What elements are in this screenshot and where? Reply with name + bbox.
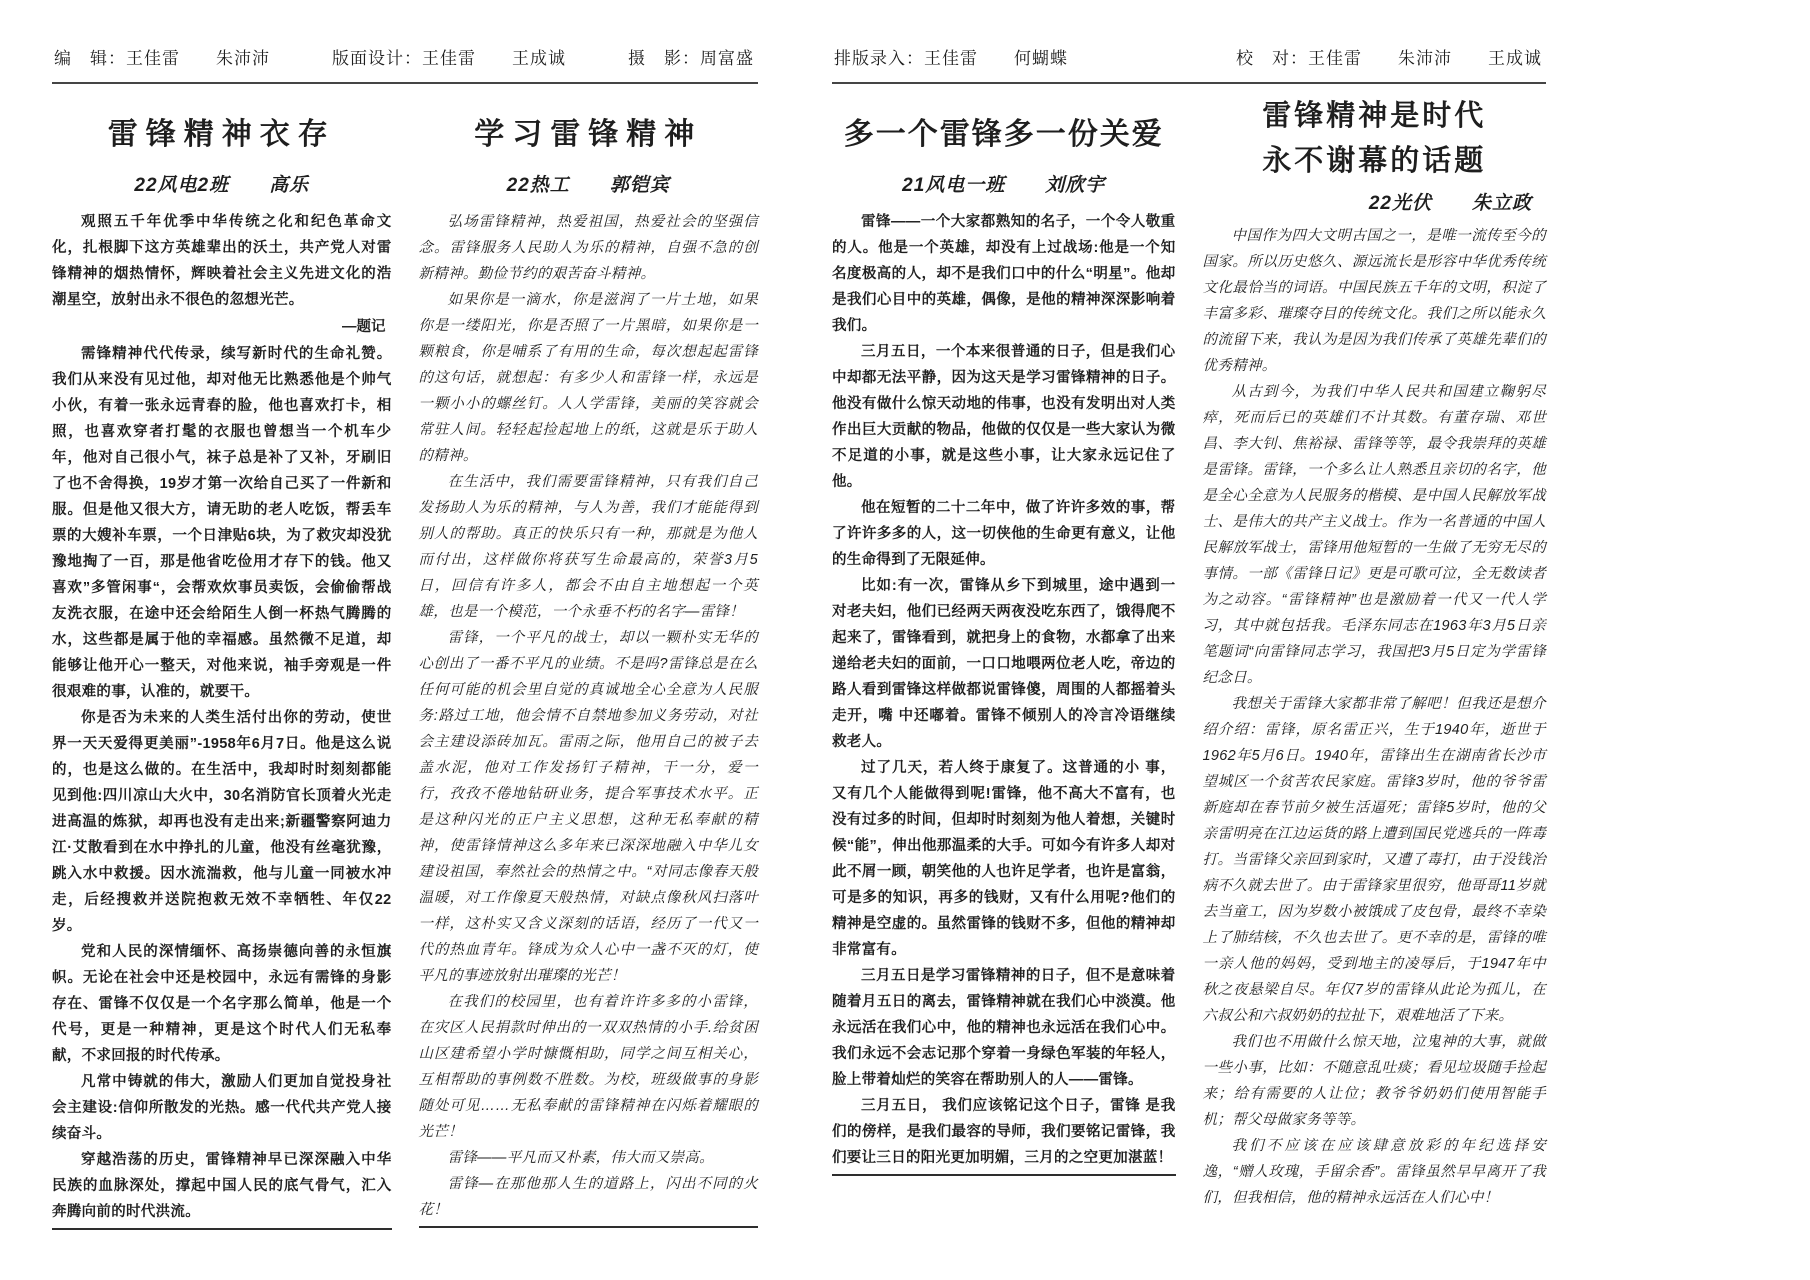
credit-entry: 校 对：王佳雷 朱沛沛 王成诚 <box>1236 49 1542 68</box>
article-xuexi-leifeng-jingshen <box>419 88 759 1230</box>
article-title: 多一个雷锋多一份关爱 <box>843 118 1164 151</box>
article-byline: 21风电一班 刘欣宇 <box>902 175 1106 196</box>
left-masthead-credits <box>52 44 758 84</box>
credit-entry: 版面设计：王佳雷 王成诚 <box>332 49 566 68</box>
paragraph: 三月五日， 我们应该铭记这个日子，雷锋 是我们的傍样，是我们最容的导师，我们要铭记雷锋，我们要让三日的阳光更加明媚，三月的之空更加湛蓝！ <box>832 1098 1176 1166</box>
article-byline: 22热工 郭铠宾 <box>506 175 670 196</box>
paragraph: 我想关于雷锋大家都非常了解吧！但我还是想介绍介绍：雷锋，原名雷正兴，生于1940年，逝世于1962年5月6日。1940年，雷锋出生在湖南省长沙市望城区一个贫苦农民家庭。雷锋3岁时，他的爷爷雷新庭却在春节前夕被生活逼死；雷锋5岁时，他的父亲雷明亮在江边运货的路上遭到国民党逃兵的一阵毒打。当雷锋父亲回到家时，又遭了毒打，由于没钱治病不久就去世了。由于雷锋家里很穷，他哥哥11岁就去当童工，因为岁数小被饿成了皮包骨，最终不幸染上了肺结核，不久也去世了。更不幸的是，雷锋的唯一亲人他的妈妈，受到地主的凌辱后，于1947年中秋之夜悬梁自尽。年仅7岁的雷锋从此论为孤儿，在六叔公和六叔奶奶的拉扯下，艰难地活了下来。 <box>1202 695 1546 1024</box>
article-body <box>52 341 392 1225</box>
paragraph: 雷锋——一个大家都熟知的名子，一个令人敬重的人。他是一个英雄，却没有上过战场:他是一个知名度极高的人，却不是我们口中的什么“明星”。他却是我们心目中的英雄，偶像，是他的精神深深影响着我们。 <box>832 214 1176 334</box>
paragraph: 凡常中铸就的伟大，激励人们更加自觉投身社会主建设:信仰所散发的光热。感一代代共产党人接续奋斗。 <box>52 1074 392 1142</box>
paragraph: 从古到今，为我们中华人民共和国建立鞠躬尽瘁，死而后已的英雄们不计其数。有董存瑞、邓世昌、李大钊、焦裕禄、雷锋等等，最令我崇拜的英雄是雷锋。雷锋，一个多么让人熟悉且亲切的名字，他是全心全意为人民服务的楷模、是中国人民解放军战士、是伟大的共产主义战士。作为一名普通的中国人民解放军战士，雷锋用他短暂的一生做了无穷无尽的事情。一部《雷锋日记》更是可歌可泣，全无数读者为之动容。“雷锋精神”也是激励着一代又一代人学习，其中就包括我。毛泽东同志在1963年3月5日亲笔题词“向雷锋同志学习，我国把3月5日定为学雷锋纪念日。 <box>1202 383 1546 686</box>
paragraph: 三月五日是学习雷锋精神的日子，但不是意味着随着月五日的离去，雷锋精神就在我们心中淡漠。他永远活在我们心中，他的精神也永远活在我们心中。我们永远不会志记那个穿着一身绿色军装的年轻人，脸上带着灿烂的笑容在帮助别人的人——雷锋。 <box>832 968 1176 1088</box>
article-title <box>1203 94 1547 184</box>
paragraph: 在我们的校园里，也有着许许多多的小雷锋，在灾区人民捐款时伸出的一双双热情的小手.给贫困山区建希望小学时慷慨相助，同学之间互相关心，互相帮助的事例数不胜数。为校，班级做事的身影随处可见……无私奉献的雷锋精神在闪烁着耀眼的光芒！ <box>418 994 758 1140</box>
credit-entry: 摄 影：周富盛 <box>628 49 754 68</box>
article-lead <box>52 209 392 313</box>
article-title-line2: 永不谢幕的话题 <box>1262 144 1487 177</box>
credit-entry: 编 辑：王佳雷 朱沛沛 <box>54 49 270 68</box>
epigraph-tiji: —题记 <box>342 319 386 335</box>
paragraph: 你是否为未来的人类生活付出你的劳动，使世界一天天爱得更美丽”-1958年6月7日。他是这么说的，也是这么做的。在生活中，我却时时刻刻都能见到他:四川凉山大火中，30名消防官长顶着火光走进高温的炼狱，却再也没有走出来;新疆警察阿迪力江·艾散看到在水中挣扎的儿童，他没有丝毫犹豫，跳入水中救援。因水流湍救，他与儿童一同被水冲走，后经搜救并送院抱救无效不幸牺牲、年仅22岁。 <box>52 710 392 934</box>
paragraph: 中国作为四大文明古国之一，是唯一流传至今的国家。所以历史悠久、源远流长是形容中华优秀传统文化最恰当的词语。中国民族五千年的文明，积淀了丰富多彩、璀璨夺目的传统文化。我们之所以能永久的流留下来，我认为是因为我们传承了英雄先辈们的优秀精神。 <box>1202 227 1546 374</box>
right-masthead-credits <box>832 44 1546 84</box>
paragraph: 如果你是一滴水，你是滋润了一片土地，如果你是一缕阳光，你是否照了一片黑暗，如果你是一颗粮食，你是哺系了有用的生命，每次想起起雷锋的这句话，就想起：有多少人和雷锋一样，永远是一颗小小的螺丝钉。人人学雷锋，美丽的笑容就会常驻人间。轻轻起捡起地上的纸，这就是乐于助人的精神。 <box>418 292 758 464</box>
article-byline: 22风电2班 高乐 <box>134 175 310 196</box>
paragraph: 弘场雷锋精神，热爱祖国，热爱社会的坚强信念。雷锋服务人民助人为乐的精神，自强不急的创新精神。勤俭节约的艰苦奋斗精神。 <box>418 214 758 282</box>
column-end-rule <box>832 1174 1176 1176</box>
paragraph: 他在短暂的二十二年中，做了许许多效的事，帮了许许多多的人，这一切侠他的生命更有意义，让他的生命得到了无限延伸。 <box>832 500 1176 568</box>
article-title: 雷锋精神衣存 <box>107 118 336 151</box>
article-body <box>1203 223 1547 1211</box>
credit-entry: 排版录入：王佳雷 何蝴蝶 <box>834 49 1068 68</box>
paragraph: 需锋精神代代传录，续写新时代的生命礼赞。我们从来没有见过他，却对他无比熟悉他是个帅气小伙，有着一张永远青春的脸，他也喜欢打卡，相照，也喜欢穿者打髦的衣服也曾想当一个机车少年，他对自己很小气，袜子总是补了又补，牙刷旧了也不舍得换，19岁才第一次给自己买了一件新和服。但是他又很大方，请无助的老人吃饭，帮丢车票的大嫂补车票，一个日津贴6块，为了救灾却没犹豫地掏了一百，那是他省吃俭用才存下的钱。他又喜欢”多管闲事“，会帮欢炊事员卖饭，会偷偷帮战友洗衣服，在途中还会给陌生人倒一杯热气腾腾的水，这些都是属于他的幸福感。虽然微不足道，却能够让他开心一整天，对他来说，袖手旁观是一件很艰难的事，认准的，就要干。 <box>52 346 392 700</box>
paragraph: 雷锋，一个平凡的战士，却以一颗朴实无华的心创出了一番不平凡的业绩。不是吗?雷锋总是在么任何可能的机会里自觉的真诚地全心全意为人民服务:路过工地，他会情不自禁地参加义务劳动，对社会主建设添砖加瓦。雷雨之际，他用自己的被子去盖水泥，他对工作发扬钉子精神，干一分，爱一行，孜孜不倦地钻研业务，提合军事技术水平。正是这种闪光的正户主义思想，这种无私奉献的精神，使雷锋情神这么多年来已深深地融入中华儿女建设祖国，奉然社会的热情之中。“对同志像春天般温暖，对工作像夏天般热情，对缺点像秋风扫落叶一样，这朴实又含义深刻的话语，经历了一代又一代的热血青年。锋成为众人心中一盏不灭的灯，使平凡的事迹放射出璀璨的光芒！ <box>418 630 758 984</box>
paragraph: 党和人民的深情缅怀、高扬崇德向善的永恒旗帜。无论在社会中还是校园中，永远有需锋的身影存在、雷锋不仅仅是一个名字那么简单，他是一个代号，更是一种精神，更是这个时代人们无私奉献，不求回报的时代传承。 <box>52 944 392 1064</box>
article-title: 学习雷锋精神 <box>474 118 703 151</box>
page-left <box>52 44 758 1230</box>
right-columns <box>832 88 1546 1211</box>
page-right <box>832 44 1546 1230</box>
paragraph: 雷锋——平凡而又朴素，伟大而又崇高。 <box>447 1150 714 1166</box>
article-body <box>419 209 759 1223</box>
column-end-rule <box>52 1228 392 1230</box>
paragraph: 我们不应该在应该肆意放彩的年纪选择安逸，“赠人玫瑰，手留余香”。雷锋虽然早早离开了我们，但我相信，他的精神永远活在人们心中！ <box>1202 1137 1546 1206</box>
paragraph: 我们也不用做什么惊天地，泣鬼神的大事，就做一些小事，比如：不随意乱吐痰；看见垃圾随手捡起来；给有需要的人让位；教爷爷奶奶们使用智能手机；帮父母做家务等等。 <box>1202 1033 1546 1128</box>
paragraph: 三月五日，一个本来很普通的日子，但是我们心中却都无法平静，因为这天是学习雷锋精神的日子。他没有做什么惊天动地的伟事，也没有发明出对人类作出巨大贡献的物品，他做的仅仅是一些大家认为微不足道的小事，就是这些小事，让大家永远记住了他。 <box>832 344 1176 490</box>
article-duo-yige-leifeng <box>832 88 1176 1211</box>
article-byline: 22光伏 朱立政 <box>1368 192 1532 214</box>
paragraph: 穿越浩荡的历史，雷锋精神早已深深融入中华民族的血脉深处，撑起中国人民的底气骨气，汇入奔腾向前的时代洪流。 <box>52 1152 392 1220</box>
article-title-line1: 雷锋精神是时代 <box>1262 100 1487 132</box>
paragraph: 观照五千年优季中华传统之化和纪色革命文化，扎根脚下这方英雄辈出的沃土，共产党人对雷锋精神的烟热情怀，辉映着社会主义先进文化的浩潮星空，放射出永不很色的忽想光芒。 <box>52 214 392 308</box>
paragraph: 过了几天，若人终于康复了。这普通的小 事，又有几个人能做得到呢!雷锋，他不高大不富有，也没有过多的时间，但却时时刻刻为他人着想，关键时候“能”，伸出他那温柔的大手。可如今有许多人却对此不屑一顾，朝笑他的人也许足学者，也许是富翁，可是多的知识，再多的钱财，又有什么用呢?他们的精神是空虚的。虽然雷锋的钱财不多，但他的精神却非常富有。 <box>832 760 1176 958</box>
article-shidai-huati <box>1203 88 1547 1211</box>
paragraph: 雷锋—在那他那人生的道路上，闪出不同的火花！ <box>418 1176 758 1218</box>
paragraph: 在生活中，我们需要雷锋精神，只有我们自己发扬助人为乐的精神，与人为善，我们才能能得到别人的帮助。真正的快乐只有一种，那就是为他人而付出，这样做你将获写生命最高的，荣誉3月5日，回信有许多人，都会不由自主地想起一个英雄，也是一个模范，一个永垂不朽的名字—雷锋！ <box>418 474 758 620</box>
paragraph: 比如:有一次，雷锋从乡下到城里，途中遇到一对老夫妇，他们已经两天两夜没吃东西了，饿得爬不起来了，雷锋看到，就把身上的食物，水都拿了出来递给老夫妇的面前，一口口地喂两位老人吃，帝边的路人看到雷锋这样做都说雷锋傻，周围的人都摇着头走开，嘴 中还嘟着。雷锋不倾别人的冷言冷语继续救老人。 <box>832 578 1176 750</box>
left-columns <box>52 88 758 1230</box>
article-leifeng-jingshen-yicun <box>52 88 392 1230</box>
column-end-rule <box>419 1226 759 1228</box>
article-body <box>832 209 1176 1171</box>
